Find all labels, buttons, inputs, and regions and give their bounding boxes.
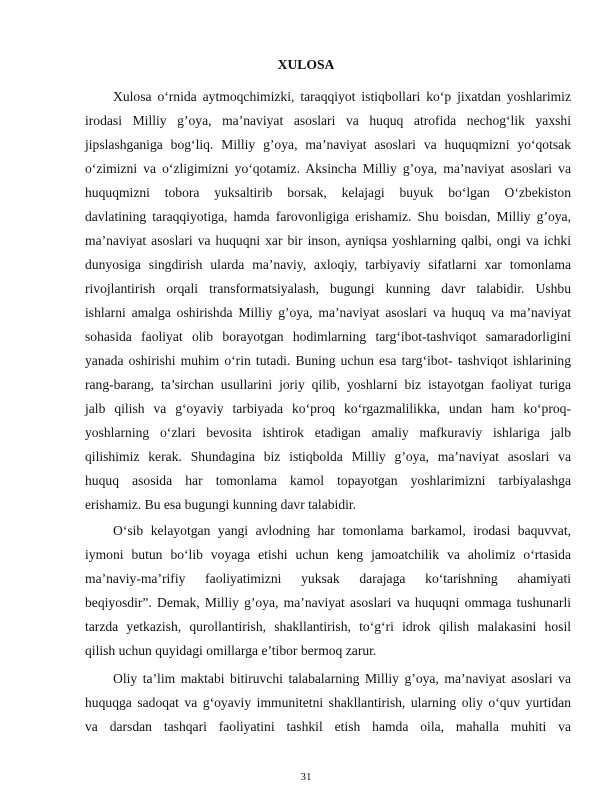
page-number: 31 (300, 771, 312, 783)
text-line: O‘sib kelayotgan yangi avlodning har tomonlama barkamol, irodasi baquvvat, (113, 523, 571, 538)
text-line: iymoni butun bo‘lib voyaga etishi uchun keng jamoatchilik va aholimiz o‘rtasida (85, 547, 571, 562)
text-line: qilish uchun quyidagi omillarga e’tibor bermoq zarur. (85, 643, 377, 658)
text-line: va darsdan tashqari faoliyatini tashkil etish hamda oila, mahalla muhiti va (85, 719, 571, 734)
text-line: Xulosa o‘rnida aytmoqchimizki, taraqqiyot istiqbollari ko‘p jixatdan yoshlarimiz (113, 89, 571, 104)
text-line: ishlarni amalga oshirishda Milliy g’oya, ma’naviyat asoslari va huquq va ma’naviyat (85, 305, 571, 320)
text-line: qilishimiz kerak. Shundagina biz istiqbolda Milliy g’oya, ma’naviyat asoslari va (85, 449, 571, 464)
text-line: beqiyosdir”. Demak, Milliy g’oya, ma’naviyat asoslari va huquqni ommaga tushunarli (85, 595, 571, 610)
text-line: huquqga sadoqat va g‘oyaviy immunitetni shakllantirish, ularning oliy o‘quv yurtidan (85, 695, 571, 710)
text-line: jipslashganiga bog‘liq. Milliy g’oya, ma’naviyat asoslari va huquqmizni yo‘qotsak (85, 137, 571, 152)
text-line: huquqmizni tobora yuksaltirib borsak, kelajagi buyuk bo‘lgan O‘zbekiston (85, 185, 571, 200)
text-line: erishamiz. Bu esa bugungi kunning davr talabidir. (85, 497, 357, 512)
text-line: yoshlarning o‘zlari bevosita ishtirok etadigan amaliy mafkuraviy ishlariga jalb (85, 425, 571, 440)
text-line: sohasida faoliyat olib borayotgan hodimlarning targ‘ibot-tashviqot samaradorligini (85, 329, 571, 344)
section-title: XULOSA (277, 57, 335, 72)
text-line: rang-barang, ta’sirchan usullarini joriy qilib, yoshlarni biz istayotgan faoliyat turiga (85, 377, 571, 392)
text-line: huquq asosida har tomonlama kamol topayotgan yoshlarimizni tarbiyalashga (85, 473, 571, 488)
text-line: irodasi Milliy g’oya, ma’naviyat asoslari va huquq atrofida nechog‘lik yaxshi (85, 113, 571, 128)
text-line: ma’naviy-ma’rifiy faoliyatimizni yuksak darajaga ko‘tarishning ahamiyati (85, 571, 571, 586)
text-line: davlatining taraqqiyotiga, hamda farovonligiga erishamiz. Shu boisdan, Milliy g’oya, (85, 209, 571, 224)
text-line: ma’naviyat asoslari va huquqni xar bir inson, ayniqsa yoshlarning qalbi, ongi va ichki (85, 233, 571, 248)
text-line: tarzda yetkazish, qurollantirish, shakllantirish, to‘g‘ri idrok qilish malakasini hosil (85, 619, 571, 634)
text-line: jalb qilish va g‘oyaviy tarbiyada ko‘proq ko‘rgazmalilikka, undan ham ko‘proq- (85, 401, 571, 416)
text-line: o‘zimizni va o‘zligimizni yo‘qotamiz. Aksincha Milliy g’oya, ma’naviyat asoslari va (85, 161, 571, 176)
text-line: Oliy ta’lim maktabi bitiruvchi talabalarning Milliy g’oya, ma’naviyat asoslari va (113, 671, 571, 686)
text-line: rivojlantirish orqali transformatsiyalash, bugungi kunning davr talabidir. Ushbu (85, 281, 571, 296)
text-line: yanada oshirishi muhim o‘rin tutadi. Buning uchun esa targ‘ibot- tashviqot ishlarining (85, 353, 571, 368)
text-line: dunyosiga singdirish ularda ma’naviy, axloqiy, tarbiyaviy sifatlarni xar tomonlama (85, 257, 571, 272)
